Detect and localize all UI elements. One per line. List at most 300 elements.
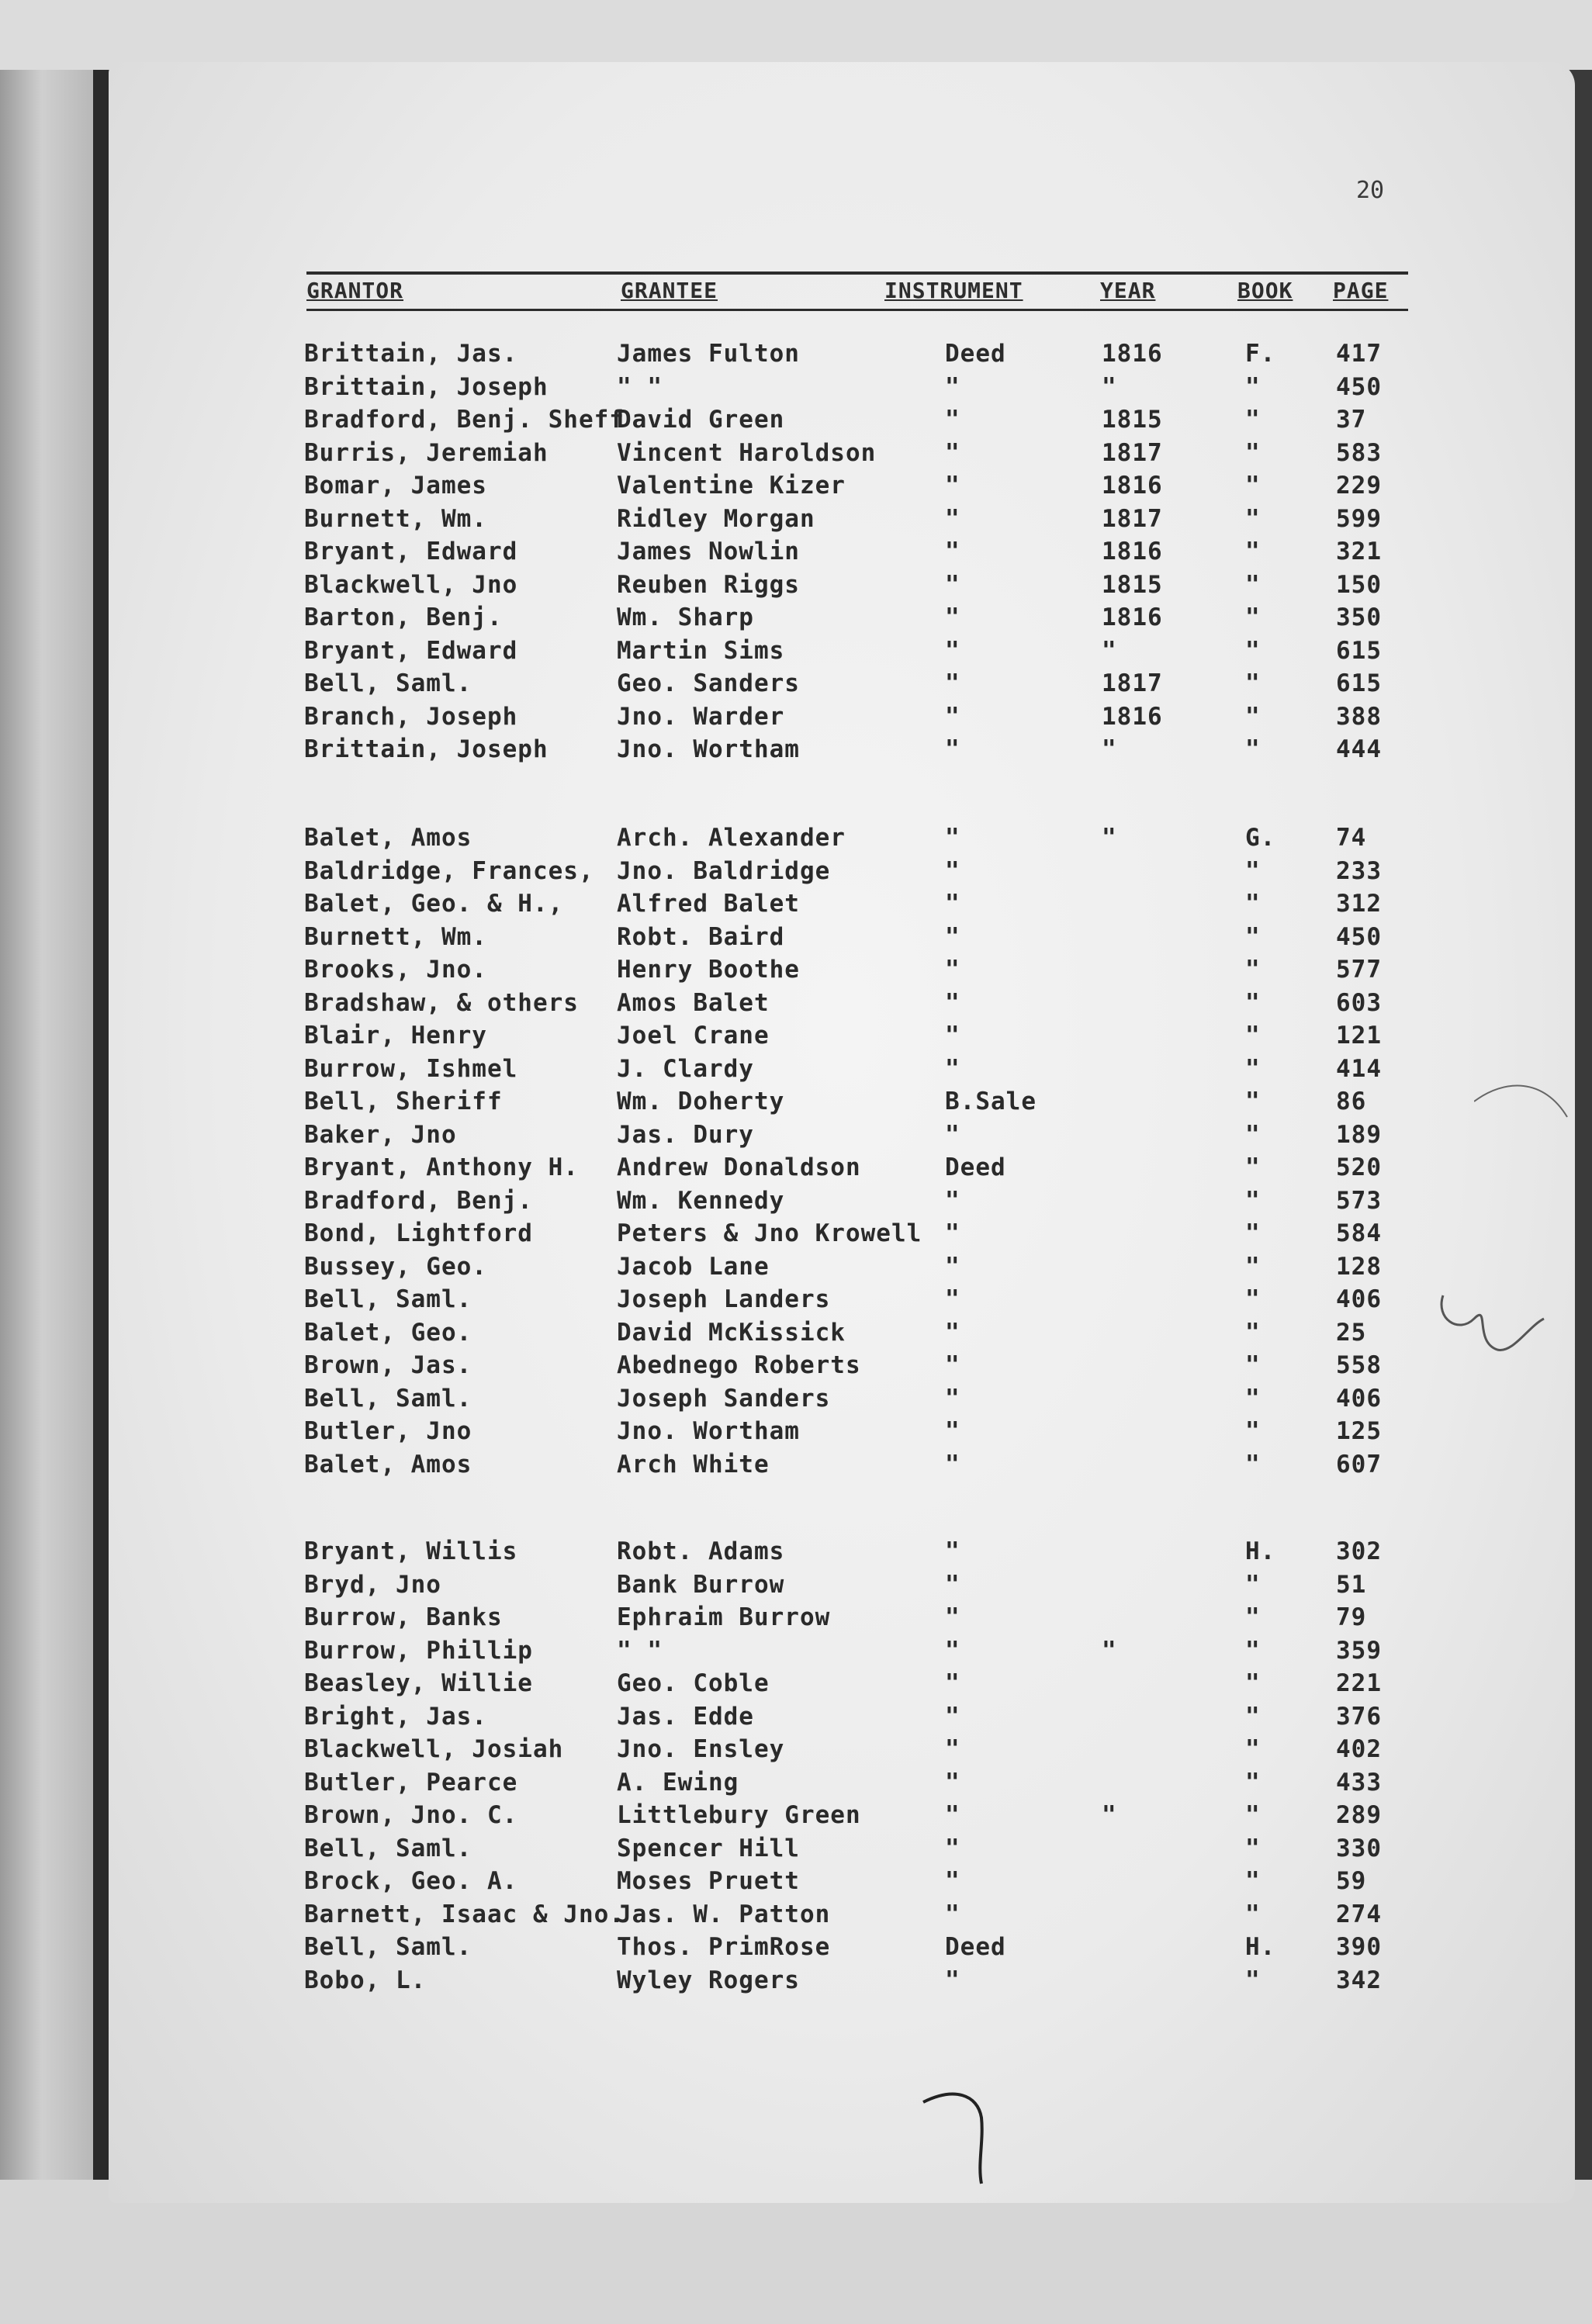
cell-year: 1816 [1102,702,1163,731]
cell-page: 573 [1336,1186,1382,1215]
cell-instrument: " [945,1022,960,1050]
cell-page: 121 [1336,1022,1382,1050]
cell-page: 79 [1336,1603,1367,1631]
cell-grantee: Jno. Warder [617,702,785,731]
cell-page: 221 [1336,1669,1382,1697]
cell-grantor: Burrow, Phillip [304,1636,533,1665]
cell-grantee: Jno. Baldridge [617,856,831,885]
cell-grantor: Bryant, Edward [304,636,518,665]
cell-year: 1816 [1102,538,1163,565]
cell-book: " [1245,538,1261,565]
cell-page: 302 [1336,1537,1382,1565]
cell-grantor: Burnett, Wm. [304,504,487,533]
table-row [0,1385,1592,1416]
cell-book: " [1245,1834,1261,1862]
cell-grantee: Jas. Edde [617,1702,754,1731]
cell-instrument: " [945,504,960,533]
cell-instrument: " [945,372,960,401]
cell-book: " [1245,1088,1261,1115]
table-row [0,1187,1592,1218]
cell-grantor: Bussey, Geo. [304,1252,487,1281]
cell-page: 289 [1336,1801,1382,1829]
cell-grantor: Blair, Henry [304,1022,487,1050]
cell-instrument: B.Sale [945,1088,1037,1115]
header-instrument: INSTRUMENT [884,278,1023,303]
cell-year: 1817 [1102,669,1163,697]
cell-page: 321 [1336,538,1382,565]
cell-instrument: " [945,1450,960,1478]
cell-book: " [1245,1120,1261,1149]
table-row [0,1769,1592,1800]
table-row [0,1703,1592,1734]
table-row [0,824,1592,855]
cell-instrument: " [945,1867,960,1895]
cell-page: 603 [1336,988,1382,1017]
cell-grantor: Burrow, Ishmel [304,1054,518,1083]
cell-grantee: Joseph Sanders [617,1384,831,1413]
cell-grantee: Jacob Lane [617,1252,770,1281]
table-row [0,1537,1592,1568]
cell-instrument: " [945,702,960,731]
cell-instrument: Deed [945,1153,1006,1181]
cell-grantor: Blackwell, Josiah [304,1735,564,1763]
cell-grantee: James Nowlin [617,538,800,565]
cell-page: 520 [1336,1153,1382,1181]
cell-grantor: Brittain, Joseph [304,372,549,401]
cell-page: 450 [1336,922,1382,951]
cell-grantee: A. Ewing [617,1768,739,1797]
cell-instrument: " [945,1735,960,1763]
table-row [0,406,1592,437]
table-row [0,340,1592,371]
cell-grantor: Bobo, L. [304,1966,427,1994]
cell-grantor: Brown, Jno. C. [304,1801,518,1829]
cell-page: 390 [1336,1933,1382,1961]
cell-instrument: " [945,1537,960,1565]
cell-page: 74 [1336,824,1367,852]
cell-page: 128 [1336,1252,1382,1281]
cell-page: 414 [1336,1054,1382,1083]
cell-grantee: Wm. Doherty [617,1088,785,1115]
cell-book: " [1245,1417,1261,1445]
cell-grantee: Wm. Sharp [617,603,754,631]
cell-instrument: " [945,1285,960,1313]
cell-page: 59 [1336,1867,1367,1895]
table-row [0,1285,1592,1316]
cell-book: " [1245,1570,1261,1599]
cell-instrument: " [945,1384,960,1413]
cell-page: 444 [1336,735,1382,763]
cell-instrument: " [945,406,960,434]
cell-book: " [1245,1735,1261,1763]
cell-book: " [1245,636,1261,665]
cell-book: " [1245,956,1261,984]
cell-book: H. [1245,1537,1276,1565]
cell-instrument: " [945,1834,960,1862]
cell-grantee: Andrew Donaldson [617,1153,861,1181]
cell-instrument: " [945,1120,960,1149]
cell-page: 402 [1336,1735,1382,1763]
cell-book: " [1245,890,1261,918]
table-row [0,989,1592,1020]
cell-book: " [1245,406,1261,434]
table-row [0,1571,1592,1602]
cell-grantor: Barton, Benj. [304,603,503,631]
cell-grantee: Wm. Kennedy [617,1186,785,1215]
table-row [0,956,1592,987]
table-row [0,1121,1592,1152]
cell-book: " [1245,570,1261,599]
cell-book: " [1245,1801,1261,1829]
cell-year: 1816 [1102,472,1163,500]
table-row [0,439,1592,470]
pen-mark [908,2087,1001,2187]
cell-book: " [1245,702,1261,731]
cell-page: 376 [1336,1702,1382,1731]
cell-book: " [1245,1054,1261,1083]
cell-grantor: Baker, Jno [304,1120,457,1149]
cell-instrument: " [945,824,960,852]
cell-grantee: Martin Sims [617,636,785,665]
cell-page: 417 [1336,340,1382,368]
cell-grantor: Burrow, Banks [304,1603,503,1631]
cell-grantor: Blackwell, Jno [304,570,518,599]
cell-grantor: Bell, Sheriff [304,1088,503,1115]
cell-grantor: Bryant, Anthony H. [304,1153,579,1181]
cell-grantor: Butler, Jno [304,1417,472,1445]
table-row [0,1451,1592,1482]
cell-page: 558 [1336,1351,1382,1379]
cell-grantee: Wyley Rogers [617,1966,800,1994]
cell-page: 350 [1336,603,1382,631]
cell-grantor: Bradford, Benj. Sheff [304,406,625,434]
table-row [0,669,1592,700]
cell-instrument: " [945,1900,960,1928]
cell-page: 584 [1336,1219,1382,1247]
cell-page: 229 [1336,472,1382,500]
cell-book: " [1245,669,1261,697]
cell-year: 1815 [1102,570,1163,599]
cell-book: " [1245,1603,1261,1631]
cell-grantor: Balet, Amos [304,824,472,852]
cell-grantee: Reuben Riggs [617,570,800,599]
cell-instrument: " [945,1669,960,1697]
cell-grantee: Arch. Alexander [617,824,846,852]
table-row [0,373,1592,404]
cell-instrument: " [945,1351,960,1379]
cell-book: " [1245,1702,1261,1731]
cell-grantee: Amos Balet [617,988,770,1017]
cell-grantee: Joel Crane [617,1022,770,1050]
cell-instrument: " [945,1318,960,1347]
cell-page: 577 [1336,956,1382,984]
cell-instrument: " [945,669,960,697]
cell-grantor: Bell, Saml. [304,1285,472,1313]
cell-instrument: " [945,856,960,885]
cell-instrument: " [945,1966,960,1994]
cell-book: " [1245,1285,1261,1313]
cell-grantee: Geo. Coble [617,1669,770,1697]
table-row [0,735,1592,766]
cell-instrument: " [945,922,960,951]
cell-page: 233 [1336,856,1382,885]
header-book: BOOK [1237,278,1293,303]
table-row [0,1735,1592,1766]
cell-book: " [1245,1252,1261,1281]
cell-grantee: Geo. Sanders [617,669,800,697]
cell-instrument: " [945,1570,960,1599]
cell-book: " [1245,1318,1261,1347]
cell-page: 406 [1336,1384,1382,1413]
cell-grantee: Ephraim Burrow [617,1603,831,1631]
cell-page: 599 [1336,504,1382,533]
cell-page: 450 [1336,372,1382,401]
table-row [0,1900,1592,1931]
cell-grantee: David Green [617,406,785,434]
cell-instrument: " [945,603,960,631]
header-bottom-rule [306,309,1408,311]
cell-book: " [1245,1636,1261,1665]
cell-book: " [1245,1022,1261,1050]
cell-book: " [1245,472,1261,500]
cell-year: " [1102,1636,1117,1665]
cell-grantee: " " [617,372,663,401]
cell-page: 125 [1336,1417,1382,1445]
cell-year: " [1102,735,1117,763]
cell-book: " [1245,988,1261,1017]
cell-grantor: Baldridge, Frances, [304,856,594,885]
cell-instrument: " [945,1702,960,1731]
table-row [0,1153,1592,1184]
cell-grantee: Vincent Haroldson [617,438,877,467]
table-row [0,1055,1592,1086]
cell-page: 607 [1336,1450,1382,1478]
cell-book: " [1245,1867,1261,1895]
cell-grantor: Balet, Geo. & H., [304,890,564,918]
cell-instrument: " [945,472,960,500]
cell-page: 51 [1336,1570,1367,1599]
cell-book: " [1245,504,1261,533]
cell-instrument: " [945,988,960,1017]
cell-grantee: Jno. Wortham [617,735,800,763]
cell-book: " [1245,1153,1261,1181]
cell-grantee: Henry Boothe [617,956,800,984]
cell-book: " [1245,1351,1261,1379]
cell-instrument: " [945,1186,960,1215]
cell-book: " [1245,372,1261,401]
cell-grantor: Brooks, Jno. [304,956,487,984]
cell-instrument: " [945,438,960,467]
cell-instrument: " [945,570,960,599]
table-row [0,505,1592,536]
cell-instrument: " [945,1636,960,1665]
cell-instrument: " [945,636,960,665]
cell-instrument: " [945,1768,960,1797]
cell-grantor: Bradford, Benj. [304,1186,533,1215]
cell-book: G. [1245,824,1276,852]
header-grantee: GRANTEE [621,278,718,303]
cell-grantee: Peters & Jno Krowell [617,1219,922,1247]
cell-instrument: " [945,1801,960,1829]
cell-book: " [1245,1219,1261,1247]
cell-page: 37 [1336,406,1367,434]
table-row [0,1603,1592,1634]
cell-grantor: Beasley, Willie [304,1669,533,1697]
cell-grantee: Arch White [617,1450,770,1478]
cell-grantor: Butler, Pearce [304,1768,518,1797]
cell-page: 330 [1336,1834,1382,1862]
cell-page: 274 [1336,1900,1382,1928]
cell-grantee: Jno. Wortham [617,1417,800,1445]
cell-page: 359 [1336,1636,1382,1665]
cell-page: 615 [1336,669,1382,697]
cell-book: " [1245,1384,1261,1413]
table-row [0,1253,1592,1284]
cell-grantee: Moses Pruett [617,1867,800,1895]
cell-grantee: Robt. Baird [617,922,785,951]
cell-grantor: Brock, Geo. A. [304,1867,518,1895]
cell-grantor: Bradshaw, & others [304,988,579,1017]
table-row [0,1088,1592,1119]
cell-grantee: Robt. Adams [617,1537,785,1565]
table-row [0,1022,1592,1053]
cell-page: 86 [1336,1088,1367,1115]
cell-grantor: Bell, Saml. [304,669,472,697]
cell-instrument: " [945,1252,960,1281]
cell-grantor: Bryd, Jno [304,1570,441,1599]
cell-grantee: David McKissick [617,1318,846,1347]
cell-grantor: Burnett, Wm. [304,922,487,951]
cell-page: 312 [1336,890,1382,918]
cell-page: 433 [1336,1768,1382,1797]
cell-book: " [1245,603,1261,631]
cell-grantor: Bomar, James [304,472,487,500]
table-row [0,472,1592,503]
cell-grantee: J. Clardy [617,1054,754,1083]
page-number: 20 [1356,177,1385,204]
cell-grantee: James Fulton [617,340,800,368]
header-page: PAGE [1333,278,1389,303]
cell-book: F. [1245,340,1276,368]
cell-grantee: Alfred Balet [617,890,800,918]
cell-grantor: Branch, Joseph [304,702,518,731]
cell-instrument: Deed [945,340,1006,368]
table-row [0,1417,1592,1448]
table-row [0,703,1592,734]
table-row [0,1933,1592,1964]
table-row [0,603,1592,635]
cell-grantor: Balet, Geo. [304,1318,472,1347]
scan-background-top [0,0,1592,70]
table-row [0,857,1592,888]
cell-page: 615 [1336,636,1382,665]
cell-book: " [1245,1900,1261,1928]
header-grantor: GRANTOR [306,278,404,303]
table-row [0,1801,1592,1832]
margin-curve [1474,1070,1583,1133]
cell-grantee: Jas. W. Patton [617,1900,831,1928]
cell-year: " [1102,1801,1117,1829]
header-year: YEAR [1100,278,1156,303]
cell-instrument: " [945,1219,960,1247]
table-row [0,890,1592,921]
cell-grantee: Littlebury Green [617,1801,861,1829]
cell-book: " [1245,1186,1261,1215]
table-row [0,1351,1592,1382]
table-row [0,637,1592,668]
cell-grantor: Bell, Saml. [304,1384,472,1413]
cell-year: 1816 [1102,603,1163,631]
cell-page: 388 [1336,702,1382,731]
cell-year: 1817 [1102,504,1163,533]
cell-instrument: " [945,890,960,918]
cell-grantor: Bryant, Edward [304,538,518,565]
cell-instrument: " [945,1054,960,1083]
cell-book: " [1245,1768,1261,1797]
cell-book: H. [1245,1933,1276,1961]
cell-page: 189 [1336,1120,1382,1149]
table-row [0,1319,1592,1350]
cell-year: " [1102,824,1117,852]
table-row [0,1867,1592,1898]
cell-book: " [1245,438,1261,467]
cell-year: " [1102,372,1117,401]
cell-grantor: Bryant, Willis [304,1537,518,1565]
cell-instrument: " [945,735,960,763]
cell-page: 342 [1336,1966,1382,1994]
cell-grantor: Balet, Amos [304,1450,472,1478]
cell-grantee: Joseph Landers [617,1285,831,1313]
cell-grantee: " " [617,1636,663,1665]
cell-grantor: Brittain, Jas. [304,340,518,368]
cell-grantor: Brown, Jas. [304,1351,472,1379]
cell-year: 1816 [1102,340,1163,368]
cell-grantor: Bell, Saml. [304,1933,472,1961]
table-row [0,1669,1592,1700]
table-row [0,923,1592,954]
cell-instrument: Deed [945,1933,1006,1961]
cell-grantee: Ridley Morgan [617,504,815,533]
cell-instrument: " [945,956,960,984]
cell-book: " [1245,735,1261,763]
cell-book: " [1245,1966,1261,1994]
cell-page: 583 [1336,438,1382,467]
header-top-rule [306,271,1408,275]
cell-book: " [1245,922,1261,951]
cell-grantee: Spencer Hill [617,1834,800,1862]
cell-grantor: Bell, Saml. [304,1834,472,1862]
cell-page: 406 [1336,1285,1382,1313]
table-row [0,1966,1592,1997]
cell-page: 150 [1336,570,1382,599]
cell-year: 1815 [1102,406,1163,434]
cell-grantor: Brittain, Joseph [304,735,549,763]
table-row [0,1835,1592,1866]
cell-instrument: " [945,1603,960,1631]
table-row [0,571,1592,602]
cell-grantee: Bank Burrow [617,1570,785,1599]
table-row [0,538,1592,569]
table-row [0,1637,1592,1668]
cell-instrument: " [945,538,960,565]
cell-grantee: Abednego Roberts [617,1351,861,1379]
table-row [0,1219,1592,1250]
cell-grantor: Bond, Lightford [304,1219,533,1247]
cell-grantee: Valentine Kizer [617,472,846,500]
cell-page: 25 [1336,1318,1367,1347]
cell-year: 1817 [1102,438,1163,467]
cell-book: " [1245,1669,1261,1697]
